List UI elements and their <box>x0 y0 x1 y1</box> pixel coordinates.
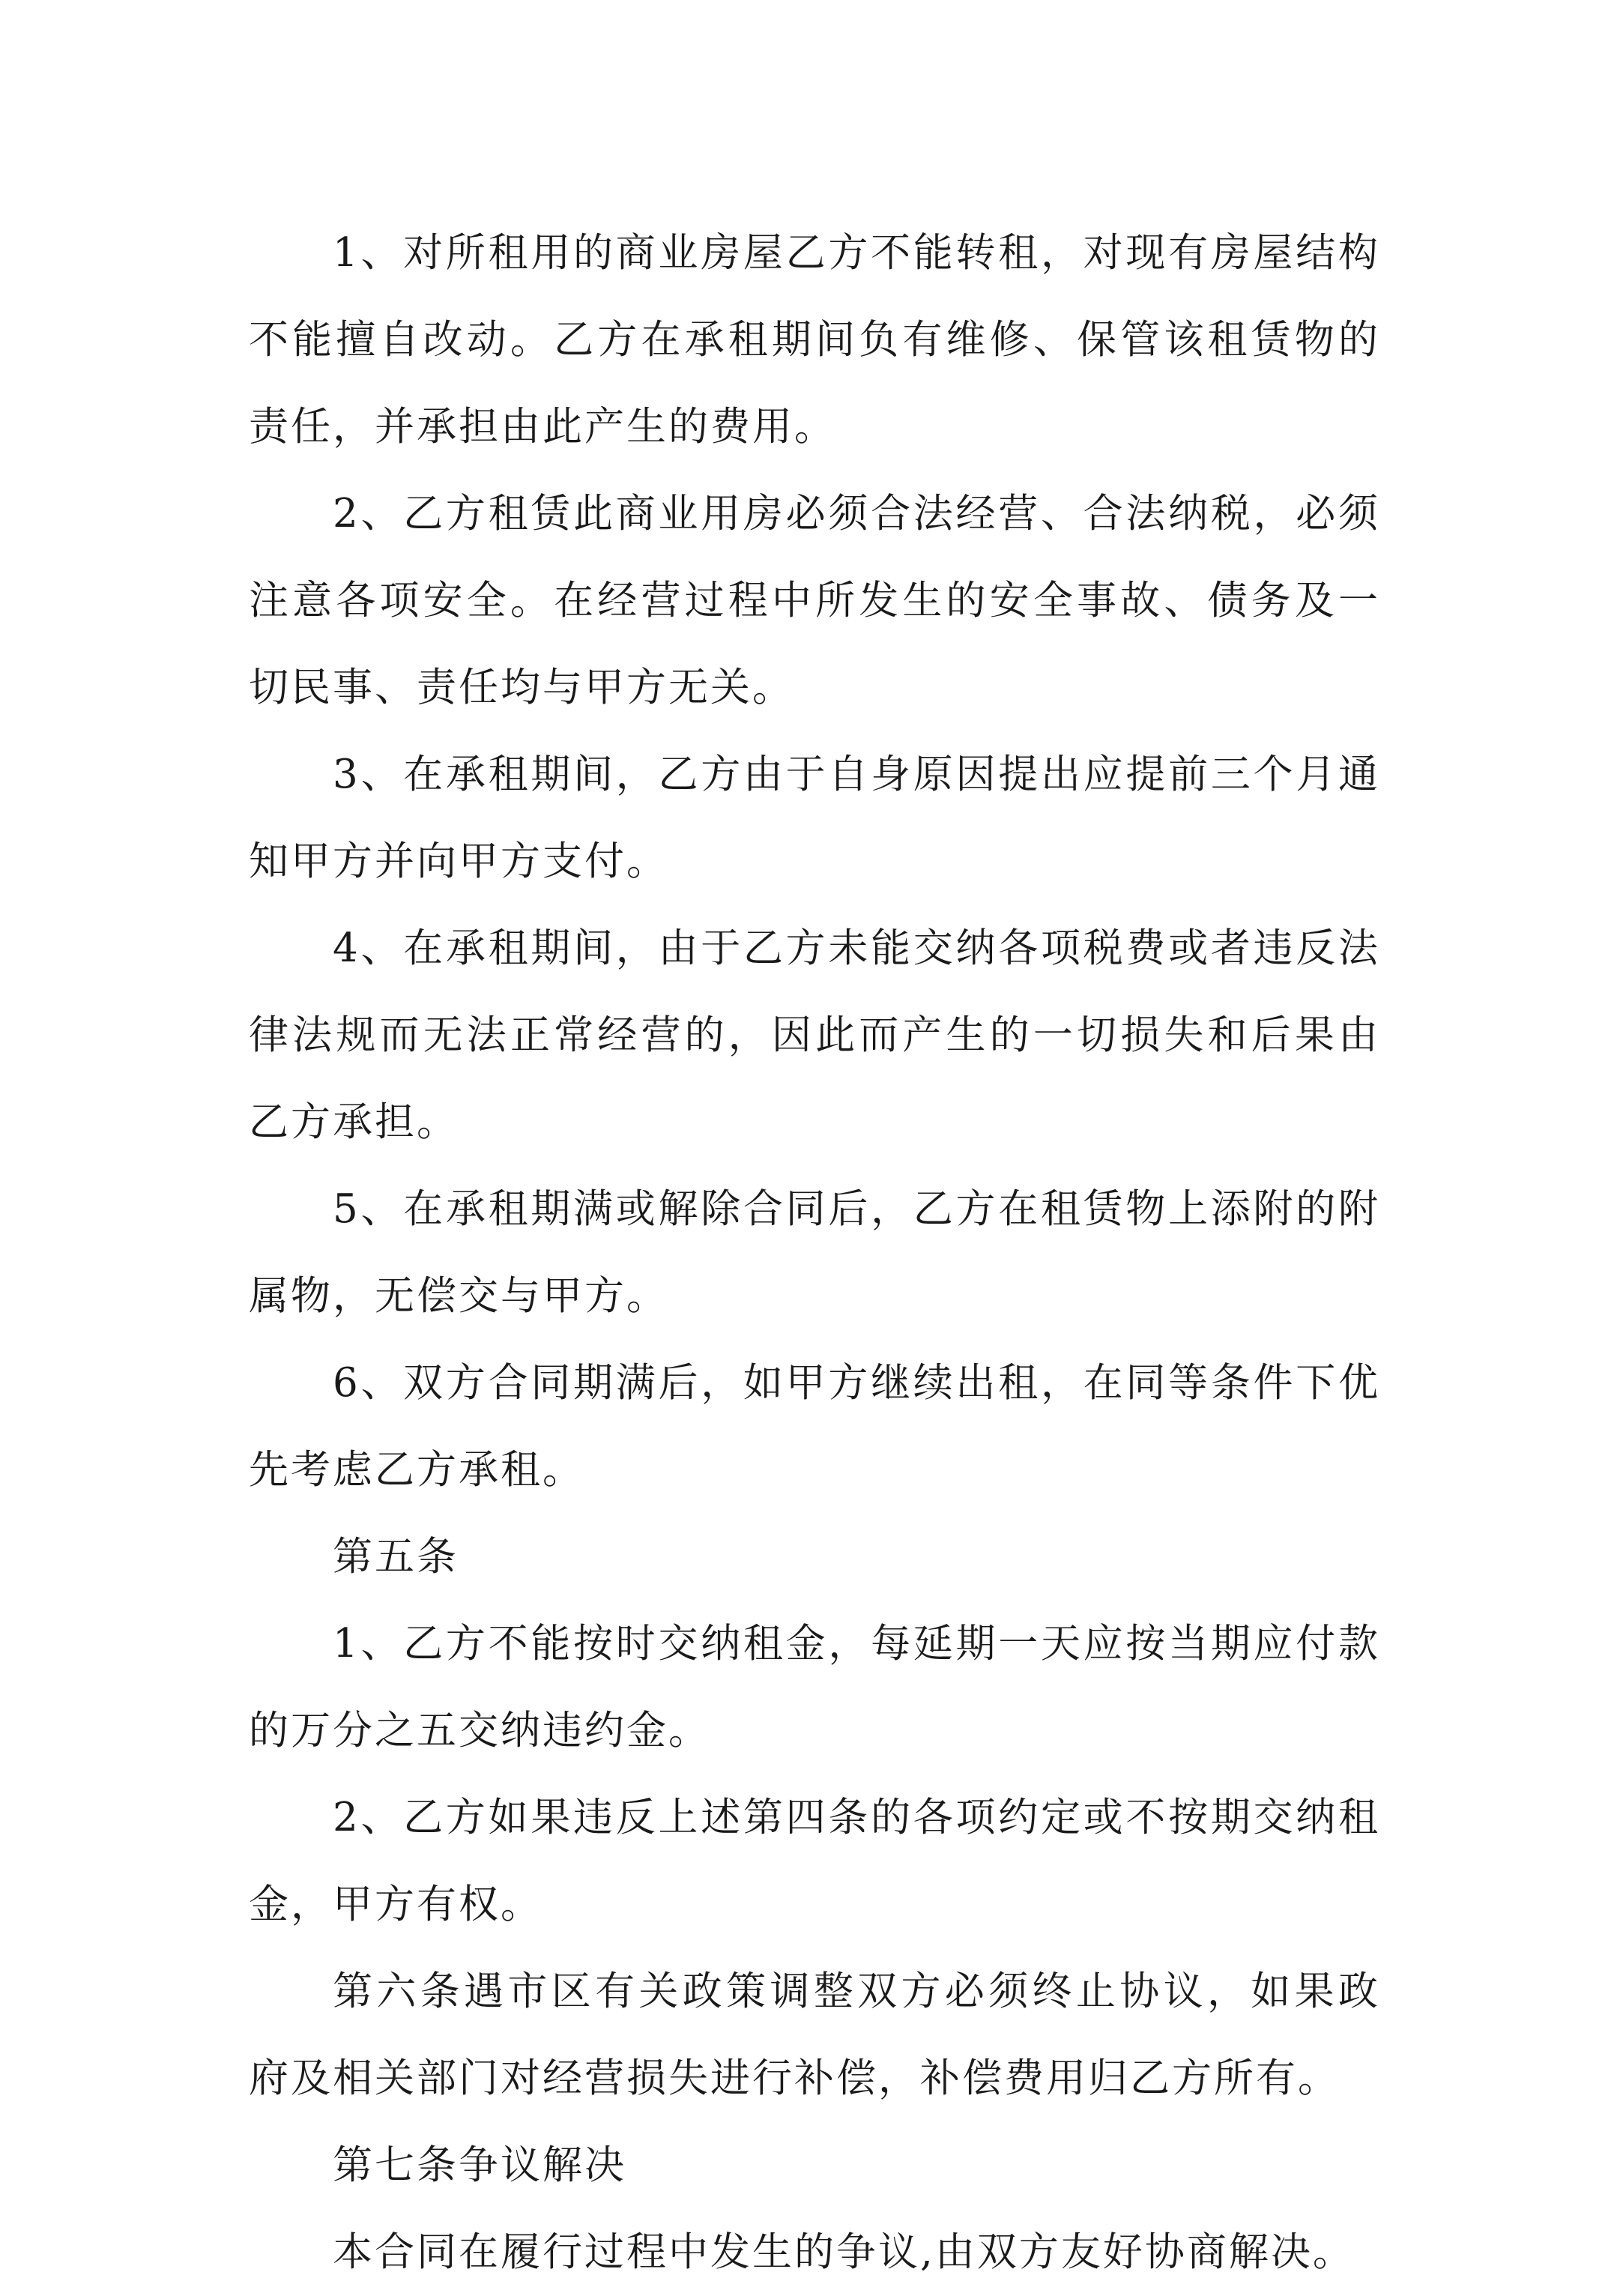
clause-4-item-4: 4、在承租期间，由于乙方未能交纳各项税费或者违反法律法规而无法正常经营的，因此而产生的一切损失和后果由乙方承担。 <box>249 925 1380 1145</box>
clause-4-item-1: 1、对所租用的商业房屋乙方不能转租，对现有房屋结构不能擅自改动。乙方在承租期间负有维修、保管该租赁物的责任，并承担由此产生的费用。 <box>249 230 1380 450</box>
contract-body <box>249 210 1380 2296</box>
clause-4-item-6: 6、双方合同期满后，如甲方继续出租，在同等条件下优先考虑乙方承租。 <box>249 1360 1380 1493</box>
clause-4-item-2: 2、乙方租赁此商业用房必须合法经营、合法纳税，必须注意各项安全。在经营过程中所发生的安全事故、债务及一切民事、责任均与甲方无关。 <box>249 491 1380 710</box>
clause-6: 第六条遇市区有关政策调整双方必须终止协议，如果政府及相关部门对经营损失进行补偿，补偿费用归乙方所有。 <box>249 1969 1380 2101</box>
clause-5-item-1: 1、乙方不能按时交纳租金，每延期一天应按当期应付款的万分之五交纳违约金。 <box>249 1621 1380 1753</box>
clause-5-heading: 第五条 <box>333 1534 459 1580</box>
clause-4-item-3: 3、在承租期间，乙方由于自身原因提出应提前三个月通知甲方并向甲方支付。 <box>249 752 1380 884</box>
clause-7-heading: 第七条争议解决 <box>333 2142 626 2188</box>
clause-4-item-5: 5、在承租期满或解除合同后，乙方在租赁物上添附的附属物，无偿交与甲方。 <box>249 1186 1380 1319</box>
clause-7-body: 本合同在履行过程中发生的争议,由双方友好协商解决。 <box>333 2229 1355 2275</box>
clause-5-item-2: 2、乙方如果违反上述第四条的各项约定或不按期交纳租金，甲方有权。 <box>249 1795 1380 1927</box>
